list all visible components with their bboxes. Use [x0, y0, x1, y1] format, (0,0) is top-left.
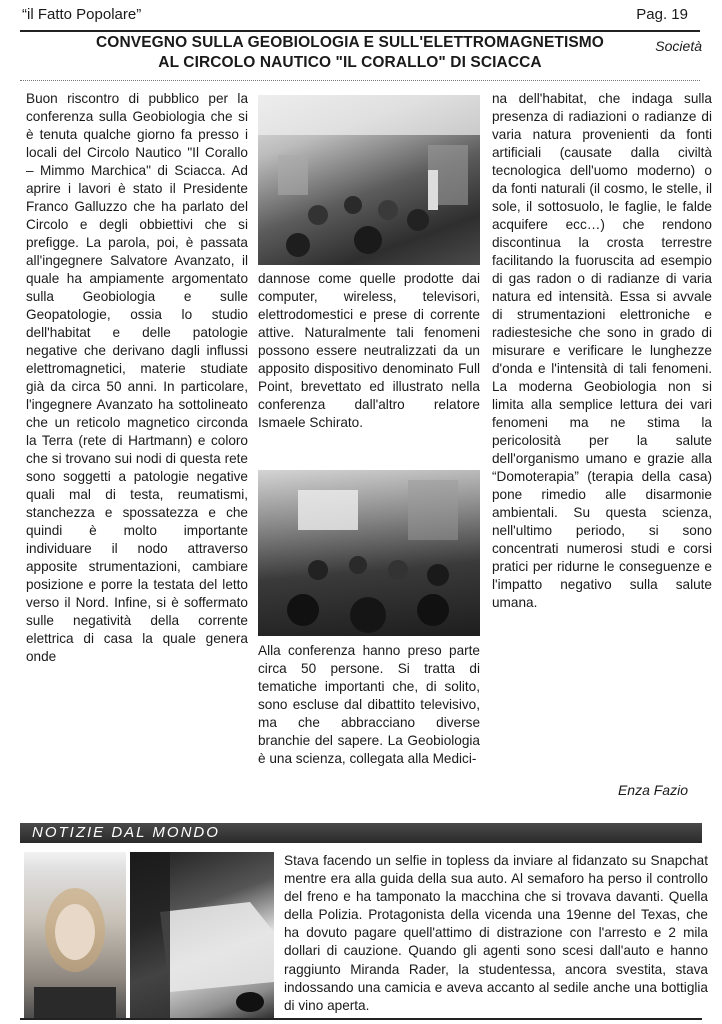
conference-photo-2 [258, 470, 480, 636]
article-column-2-top: dannose come quelle prodotte dai computer, wireless, televisori, elettrodomestici e prese di corrente attive. Naturalmente tali fenomeni possono essere neutralizzati da un apposito dispositivo denominato Full Point, brevettato ed illustrato nella conferenza dall'altro relatore Ismaele Schirato. [258, 271, 480, 430]
news-banner-title: NOTIZIE DAL MONDO [32, 824, 220, 841]
section-label: Società [655, 38, 702, 54]
article-title-line2: AL CIRCOLO NAUTICO "IL CORALLO" DI SCIACCA [158, 54, 542, 71]
conference-photo-1 [258, 95, 480, 265]
car-accident-photo [130, 852, 274, 1020]
article-column-2-bottom: Alla conferenza hanno preso parte circa 50 persone. Si tratta di tematiche importanti che, di solito, sono escluse dal dibattito televisivo, ma che abbracciano diverse branchie del sapere. La Geobiologia è una scienza, collegata alla Medici- [258, 643, 480, 766]
dotted-divider [20, 80, 700, 81]
news-banner [20, 823, 702, 843]
article-title [60, 33, 640, 73]
article-column-1: Buon riscontro di pubblico per la conferenza sulla Geobiologia che si è tenuta qualche giorno fa presso i locali del Circolo Nautico "Il Corallo – Mimmo Marchica" di Sciacca. Ad aprire i lavori è stato il Presidente Franco Galluzzo che ha parlato del Circolo e degli obbiettivi che si prefigge. La parola, poi, è passata all'ingegnere Salvatore Avanzato, il quale ha ampiamente argomentato sulla Geobiologia e sulle Geopatologie, ossia lo studio dell'habitat e delle patologie negative che derivano dagli influssi elettromagnetici, materie studiate già da circa 50 anni. In particolare, l'ingegnere Avanzato ha sottolineato che un reticolo magnetico circonda la Terra (rete di Hartmann) e coloro che si trovano sui nodi di questa rete sono soggetti a patologie negative quali mal di testa, reumatismi, stanchezza e spossatezza e che quindi è molto importante individuare il nodo attraverso apposite strumentazioni, cambiare posizione e porre la testata del letto verso il Nord. Infine, si è soffermato sulle negatività della corrente elettrica di casa la quale genera onde [26, 91, 248, 664]
page-number: Pag. 19 [636, 6, 688, 23]
article-title-line1: CONVEGNO SULLA GEOBIOLOGIA E SULL'ELETTROMAGNETISMO [96, 34, 604, 51]
news-body: Stava facendo un selfie in topless da inviare al fidanzato su Snapchat mentre era alla guida della sua auto. Al semaforo ha perso il controllo del freno e ha tamponato la macchina che si trovava davanti. Quella della Polizia. Protagonista della vicenda una 19enne del Texas, che ha dovuto pagare quell'attimo di distrazione con l'arresto e 2 mila dollari di cauzione. Quando gli agenti sono scesi dall'auto e hanno raggiunto Miranda Rader, la studentessa, ancora svestita, stava indossando una camicia e aveva accanto al sedile anche una bottiglia di vino aperta. [284, 853, 708, 1013]
article-column-3: na dell'habitat, che indaga sulla presenza di radiazioni o radianze di varia natura provenienti da fonti artificiali (causate dalla civiltà tecnologica dell'uomo moderno) o da fonti naturali (il cosmo, le stelle, il sole, il sottosuolo, le faglie, le falde acquifere ecc…) che rendono discontinua la crosta terrestre facilitando la fuoruscita ad esempio di gas radon o di radianze di varia natura ed intensità. Essa si avvale di strumentazioni elettroniche e radiestesiche che sono in grado di misurare e verificare le lunghezze d'onda e l'intensità di tali fenomeni. La moderna Geobiologia non si limita alla semplice lettura dei vari fenomeni ma ne stima la pericolosità per la salute dell'organismo umano e grazie alla “Domoterapia” (terapia della casa) pone rimedio alle disarmonie ambientali. Su questa scienza, nell'ultimo periodo, si sono concentrati numerosi studi e corsi pratici per ridurne le conseguenze e l'impatto negativo sulla salute umana. [492, 91, 712, 610]
portrait-photo [24, 852, 126, 1020]
top-rule [20, 30, 700, 32]
publication-name: “il Fatto Popolare” [22, 6, 142, 23]
article-author: Enza Fazio [617, 782, 688, 798]
bottom-rule [20, 1018, 702, 1020]
